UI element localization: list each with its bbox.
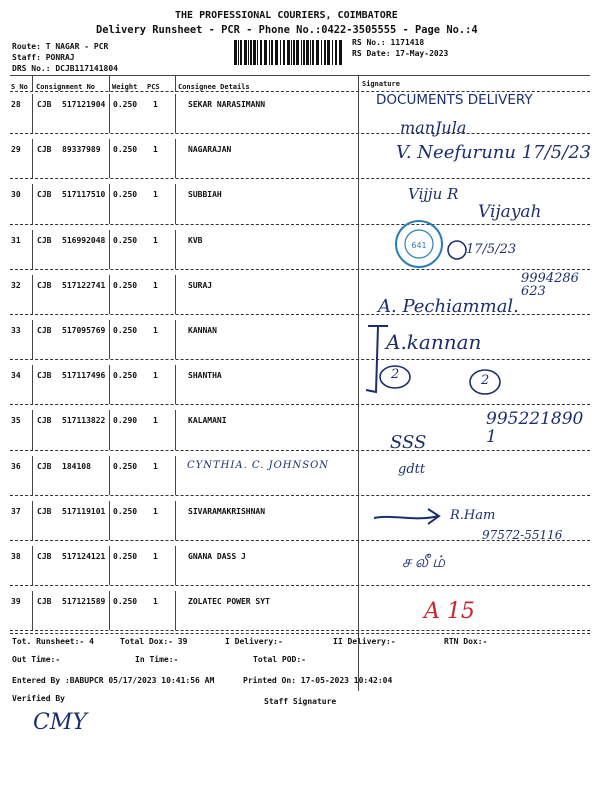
row-divider	[109, 184, 110, 223]
consignment-prefix: CJB	[37, 461, 52, 471]
verified-signature: CMY	[33, 710, 87, 735]
row-divider	[32, 184, 33, 223]
red-mark-a15: A 15	[424, 599, 475, 624]
circled-two-left: 2	[391, 367, 400, 382]
signature-pechiammal: A. Pechiammal.	[378, 296, 519, 317]
barcode-bar	[269, 40, 270, 65]
barcode-bar	[321, 40, 322, 65]
consignment-prefix: CJB	[37, 326, 52, 335]
consignment-number: 516992048	[62, 235, 106, 245]
barcode-bar	[306, 40, 309, 65]
col-consignment: Consignment No	[36, 83, 96, 91]
consignee-name: SUBBIAH	[188, 190, 222, 200]
row-divider	[109, 320, 110, 359]
drs-number: DRS No.: DCJB117141804	[12, 64, 118, 73]
barcode-bar	[283, 40, 285, 65]
consignment-number: 517117510	[62, 190, 106, 200]
row-weight: 0.250	[113, 190, 138, 200]
row-divider	[175, 456, 176, 495]
consignment-prefix: CJB	[37, 235, 52, 245]
row-rule	[10, 585, 590, 586]
col-pcs: PCS	[147, 83, 160, 91]
row-rule	[10, 495, 590, 496]
consignment-number: 517117496	[62, 371, 106, 381]
consignment-prefix: CJB	[37, 280, 52, 290]
barcode-icon	[232, 40, 347, 65]
row-rule	[10, 224, 590, 225]
row-divider	[32, 365, 33, 404]
row-divider	[32, 501, 33, 540]
staff-signature: Staff Signature	[264, 697, 337, 706]
barcode-bar	[312, 40, 314, 65]
row-pcs: 1	[153, 145, 158, 155]
row-weight: 0.250	[113, 280, 138, 290]
consignment-number: 517122741	[62, 280, 106, 290]
col-weight: Weight	[112, 83, 138, 91]
row-weight: 0.250	[113, 371, 138, 381]
row-weight: 0.250	[113, 597, 138, 607]
consignment-number: 517121589	[62, 597, 106, 607]
row-weight: 0.250	[113, 326, 138, 335]
consignee-name: NAGARAJAN	[188, 145, 232, 155]
row-sno: 32	[11, 280, 21, 290]
consignee-name: SHANTHA	[188, 371, 222, 381]
i-delivery: I Delivery:-	[225, 637, 283, 646]
rs-number: RS No.: 1171418	[352, 38, 425, 47]
row-weight: 0.250	[113, 100, 138, 109]
row-sno: 39	[11, 597, 21, 607]
tot-runsheet: Tot. Runsheet:- 4	[12, 637, 94, 646]
row-weight: 0.250	[113, 552, 138, 561]
consignee-name: SURAJ	[188, 280, 213, 290]
footer-rule	[10, 633, 590, 634]
row-weight: 0.290	[113, 416, 138, 426]
row-divider	[175, 501, 176, 540]
row-sno: 36	[11, 461, 21, 471]
entered-by: Entered By :BABUPCR 05/17/2023 10:41:56 AM	[12, 676, 215, 685]
row-pcs: 1	[153, 190, 158, 200]
barcode-bar	[248, 40, 249, 65]
row-sno: 28	[11, 100, 21, 109]
company-name: THE PROFESSIONAL COURIERS, COIMBATORE	[175, 10, 398, 21]
barcode-bar	[234, 40, 237, 65]
barcode-bar	[316, 40, 319, 65]
consignment-prefix: CJB	[37, 190, 52, 200]
row-divider	[175, 275, 176, 314]
barcode-bar	[240, 40, 242, 65]
row-divider	[109, 410, 110, 449]
row-pcs: 1	[153, 461, 158, 471]
consignee-name: KVB	[188, 235, 203, 245]
consignee-name: GNANA DASS J	[188, 552, 246, 561]
signature-tamil: சலீம்	[402, 552, 450, 571]
consignee-name: KALAMANI	[188, 416, 227, 426]
row-weight: 0.250	[113, 145, 138, 155]
row-sno: 34	[11, 371, 21, 381]
row-weight: 0.250	[113, 235, 138, 245]
consignment-number: 184108	[62, 461, 91, 471]
consignment-number: 517113822	[62, 416, 106, 426]
row-divider	[175, 139, 176, 178]
barcode-bar	[332, 40, 333, 65]
row-rule	[10, 269, 590, 270]
row-divider	[109, 275, 110, 314]
svg-text:641: 641	[411, 241, 427, 250]
consignment-number: 517121904	[62, 100, 106, 109]
row-divider	[32, 94, 33, 133]
total-dox: Total Dox:- 39	[120, 637, 188, 646]
col-divider	[32, 76, 33, 92]
col-signature: Signature	[362, 80, 400, 88]
signature-sss: SSS	[390, 432, 427, 453]
row-divider	[32, 546, 33, 585]
row-sno: 29	[11, 145, 21, 155]
consignment-number: 517119101	[62, 506, 106, 516]
barcode-bar	[253, 40, 256, 65]
barcode-bar	[324, 40, 326, 65]
row-pcs: 1	[153, 235, 158, 245]
barcode-bar	[335, 40, 337, 65]
row-divider	[109, 591, 110, 630]
printed-on: Printed On: 17-05-2023 10:42:04	[243, 676, 393, 685]
row-divider	[32, 230, 33, 269]
row-pcs: 1	[153, 371, 158, 381]
row-divider	[175, 365, 176, 404]
row-sno: 31	[11, 235, 21, 245]
barcode-bar	[327, 40, 330, 65]
phone-row-35: 9952218901	[486, 409, 584, 447]
consignee-name: SEKAR NARASIMANN	[188, 100, 266, 109]
row-sno: 35	[11, 416, 21, 426]
row-weight: 0.250	[113, 461, 138, 471]
row-pcs: 1	[153, 326, 158, 335]
row-divider	[32, 139, 33, 178]
row-divider	[109, 230, 110, 269]
row-divider	[109, 546, 110, 585]
signature-manjula: manJula	[400, 118, 467, 137]
row-divider	[175, 184, 176, 223]
col-divider	[109, 76, 110, 92]
verified-by: Verified By	[12, 694, 65, 703]
phone-row-37: 97572-55116	[482, 528, 563, 542]
company-seal-stamp	[393, 218, 445, 270]
row-divider	[32, 410, 33, 449]
barcode-bar	[238, 40, 239, 65]
barcode-bar	[264, 40, 267, 65]
row-divider	[109, 365, 110, 404]
row-rule	[10, 450, 590, 451]
consignment-prefix: CJB	[37, 597, 52, 607]
row-divider	[175, 591, 176, 630]
consignment-number: 517095769	[62, 326, 106, 335]
signature-vijay: Vijju R	[408, 185, 459, 203]
row-rule	[10, 630, 590, 631]
row-divider	[175, 230, 176, 269]
row-pcs: 1	[153, 280, 158, 290]
row-divider	[109, 501, 110, 540]
row-divider	[109, 456, 110, 495]
row-pcs: 1	[153, 506, 158, 516]
row-divider	[175, 546, 176, 585]
row-pcs: 1	[153, 597, 158, 607]
ii-delivery: II Delivery:-	[333, 637, 396, 646]
barcode-bar	[275, 40, 278, 65]
consignee-name: SIVARAMAKRISHNAN	[188, 506, 266, 516]
row-divider	[175, 94, 176, 133]
consignment-prefix: CJB	[37, 552, 52, 561]
row-divider	[32, 320, 33, 359]
rtn-dox: RTN Dox:-	[444, 637, 488, 646]
barcode-bar	[301, 40, 302, 65]
total-pod: Total POD:-	[253, 655, 306, 664]
consignment-prefix: CJB	[37, 371, 52, 381]
consignment-prefix: CJB	[37, 416, 52, 426]
barcode-bar	[310, 40, 311, 65]
barcode-bar	[303, 40, 305, 65]
staff: Staff: PONRAJ	[12, 53, 75, 62]
consignment-number: 89337989	[62, 145, 101, 155]
row-pcs: 1	[153, 552, 158, 561]
circled-two-right: 2	[481, 373, 490, 388]
consignee-name: ZOLATEC POWER SYT	[188, 597, 270, 607]
row-divider	[109, 94, 110, 133]
header-top-rule	[10, 75, 590, 76]
row-pcs: 1	[153, 416, 158, 426]
row-rule	[10, 133, 590, 134]
col-divider	[175, 76, 176, 92]
row-divider	[175, 320, 176, 359]
signature-divider	[358, 76, 359, 691]
row-sno: 33	[11, 326, 21, 335]
signature-kvb-date: 17/5/23	[466, 242, 517, 257]
barcode-bar	[291, 40, 292, 65]
rs-date: RS Date: 17-May-2023	[352, 49, 449, 58]
consignment-number: 517124121	[62, 552, 106, 561]
signature-gdtt: gdtt	[398, 462, 426, 477]
route: Route: T NAGAR - PCR	[12, 42, 109, 51]
consignment-prefix: CJB	[37, 100, 52, 109]
row-sno: 38	[11, 552, 21, 561]
barcode-bar	[296, 40, 299, 65]
barcode-bar	[339, 40, 342, 65]
signature-rham: R.Ham	[450, 508, 496, 523]
signature-vijayah: Vijayah	[478, 202, 542, 222]
barcode-bar	[293, 40, 295, 65]
barcode-bar	[257, 40, 258, 65]
row-rule	[10, 178, 590, 179]
runsheet-title: Delivery Runsheet - PCR - Phone No.:0422-3505555 - Page No.:4	[96, 24, 478, 36]
barcode-bar	[244, 40, 247, 65]
row-divider	[32, 275, 33, 314]
barcode-bar	[271, 40, 273, 65]
barcode-bar	[280, 40, 281, 65]
in-time: In Time:-	[135, 655, 179, 664]
row-rule	[10, 404, 590, 405]
row-divider	[32, 591, 33, 630]
row-rule	[10, 359, 590, 360]
col-sno: S No	[11, 83, 28, 91]
row-pcs: 1	[153, 100, 158, 109]
barcode-bar	[260, 40, 262, 65]
consignment-prefix: CJB	[37, 506, 52, 516]
arrow-icon	[372, 506, 444, 530]
phone-row-32: 9994286623	[521, 271, 579, 299]
consignment-prefix: CJB	[37, 145, 52, 155]
documents-delivery-stamp: DOCUMENTS DELIVERY	[376, 92, 533, 108]
row-sno: 30	[11, 190, 21, 200]
barcode-bar	[287, 40, 290, 65]
consignee-name: KANNAN	[188, 326, 217, 335]
row-weight: 0.250	[113, 506, 138, 516]
signature-row-29: V. Neefurunu 17/5/23	[396, 142, 592, 163]
col-consignee: Consignee Details	[178, 83, 250, 91]
consignee-handwritten: CYNTHIA. C. JOHNSON	[187, 460, 330, 471]
barcode-bar	[250, 40, 252, 65]
signature-akannan: A.kannan	[386, 330, 482, 354]
row-divider	[175, 410, 176, 449]
row-divider	[109, 139, 110, 178]
out-time: Out Time:-	[12, 655, 61, 664]
row-sno: 37	[11, 506, 21, 516]
row-divider	[32, 456, 33, 495]
